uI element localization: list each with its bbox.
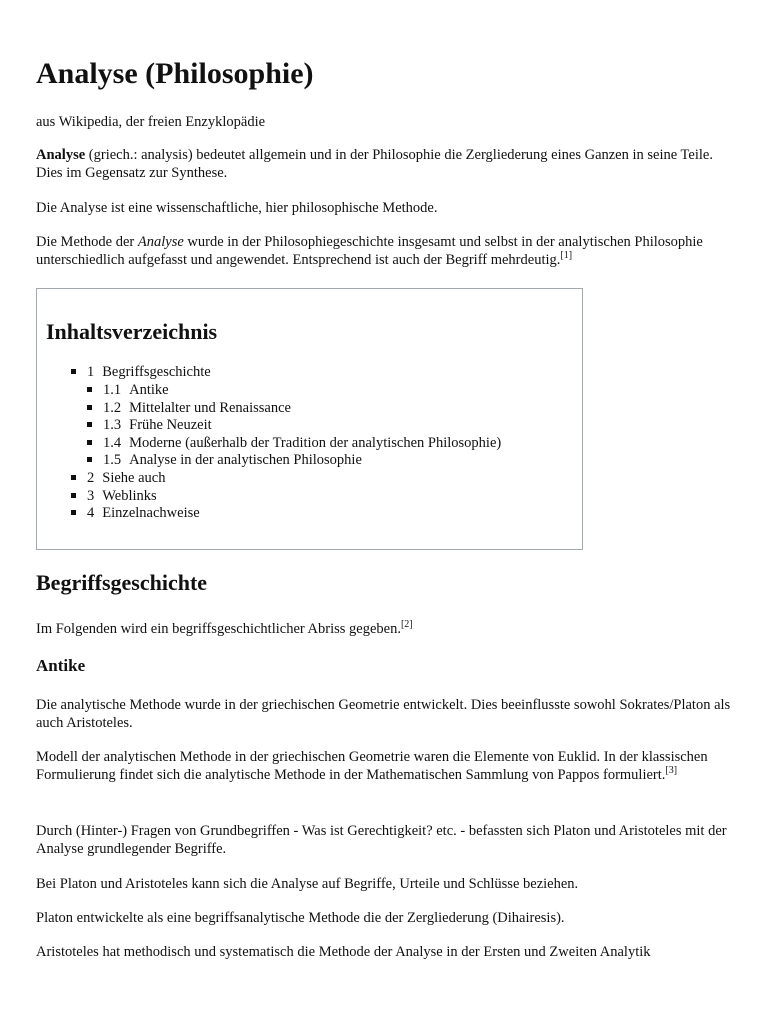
antike-paragraph-2 [36, 748, 731, 784]
toc-item-siehe-auch[interactable] [71, 469, 501, 487]
toc-number: 3 [87, 487, 95, 504]
toc-item-einzelnachweise[interactable] [71, 504, 501, 522]
toc-title: Inhaltsverzeichnis [46, 319, 218, 344]
toc-label[interactable]: Antike [129, 382, 169, 398]
section-intro [36, 620, 731, 638]
toc-item-moderne[interactable] [87, 434, 501, 452]
toc-item-mittelalter[interactable] [87, 399, 501, 417]
toc-label[interactable]: Weblinks [102, 487, 157, 504]
intro-paragraph-3-text-b: wurde in der Philosophiegeschichte insgesamt und selbst in der analytischen Philosophie unterschiedlich aufgefasst und angewendet. Entsprechend ist auch der Begriff mehrdeutig. [36, 234, 703, 268]
antike-paragraph-6: Aristoteles hat methodisch und systematisch die Methode der Analyse in der Ersten und Zweiten Analytik [36, 944, 651, 960]
intro-paragraph-2: Die Analyse ist eine wissenschaftliche, hier philosophische Methode. [36, 200, 438, 216]
table-of-contents [36, 288, 583, 550]
reference-link-1[interactable]: [1] [560, 250, 573, 261]
toc-label[interactable]: Frühe Neuzeit [129, 417, 212, 434]
toc-number: 1 [87, 364, 95, 380]
toc-item-weblinks[interactable] [71, 487, 501, 505]
toc-label[interactable]: Einzelnachweise [102, 505, 200, 522]
reference-link-2[interactable]: [2] [400, 619, 413, 630]
toc-number: 4 [87, 505, 95, 522]
antike-paragraph-5: Platon entwickelte als eine begriffsanalytische Methode die der Zergliederung (Dihairesis). [36, 910, 565, 926]
antike-paragraph-2-text: Modell der analytischen Methode in der griechischen Geometrie waren die Elemente von Euklid. In der klassischen Formulierung findet sich die analytische Methode in der Mathematischen Sammlung von Pappos formuliert. [36, 749, 708, 783]
intro-paragraph-3 [36, 233, 731, 269]
toc-label[interactable]: Siehe auch [102, 469, 166, 486]
subsection-heading-antike: Antike [36, 656, 86, 675]
antike-paragraph-4: Bei Platon und Aristoteles kann sich die Analyse auf Begriffe, Urteile und Schlüsse beziehen. [36, 876, 579, 892]
toc-item-fruehe-neuzeit[interactable] [87, 416, 501, 434]
toc-number: 1.1 [103, 382, 122, 398]
intro-emphasis: Analyse [137, 234, 184, 250]
toc-number: 1.2 [103, 399, 122, 416]
antike-paragraph-3: Durch (Hinter-) Fragen von Grundbegriffen - Was ist Gerechtigkeit? etc. - befassten sich Platon und Aristoteles mit der Analyse grundlegender Begriffe. [36, 823, 727, 857]
toc-label[interactable]: Analyse in der analytischen Philosophie [129, 452, 362, 469]
toc-number: 2 [87, 469, 95, 486]
toc-item-analytische-philosophie[interactable] [87, 451, 501, 469]
section-heading-begriffsgeschichte: Begriffsgeschichte [36, 570, 208, 595]
toc-label[interactable]: Mittelalter und Renaissance [129, 399, 291, 416]
toc-list [71, 363, 501, 522]
toc-number: 1.4 [103, 434, 122, 451]
intro-paragraph-3-text-a: Die Methode der [36, 234, 138, 250]
toc-number: 1.5 [103, 452, 122, 469]
reference-link-3[interactable]: [3] [665, 765, 678, 776]
intro-bold-term: Analyse [36, 147, 86, 163]
antike-paragraph-1: Die analytische Methode wurde in der griechischen Geometrie entwickelt. Dies beeinflusste sowohl Sokrates/Platon als auch Aristoteles. [36, 697, 731, 731]
intro-paragraph-1 [36, 146, 731, 182]
section-intro-text: Im Folgenden wird ein begriffsgeschichtlicher Abriss gegeben. [36, 621, 401, 637]
toc-sublist [87, 381, 501, 469]
tagline: aus Wikipedia, der freien Enzyklopädie [36, 114, 266, 130]
toc-item-antike[interactable] [87, 381, 501, 399]
toc-label[interactable]: Begriffsgeschichte [102, 364, 211, 380]
toc-label[interactable]: Moderne (außerhalb der Tradition der analytischen Philosophie) [129, 434, 502, 451]
toc-item-begriffsgeschichte[interactable] [71, 363, 501, 469]
intro-paragraph-1-text: (griech.: analysis) bedeutet allgemein und in der Philosophie die Zergliederung eines Ganzen in seine Teile. Dies im Gegensatz zur Synthese. [36, 147, 713, 181]
toc-number: 1.3 [103, 417, 122, 434]
page-title: Analyse (Philosophie) [36, 57, 314, 90]
